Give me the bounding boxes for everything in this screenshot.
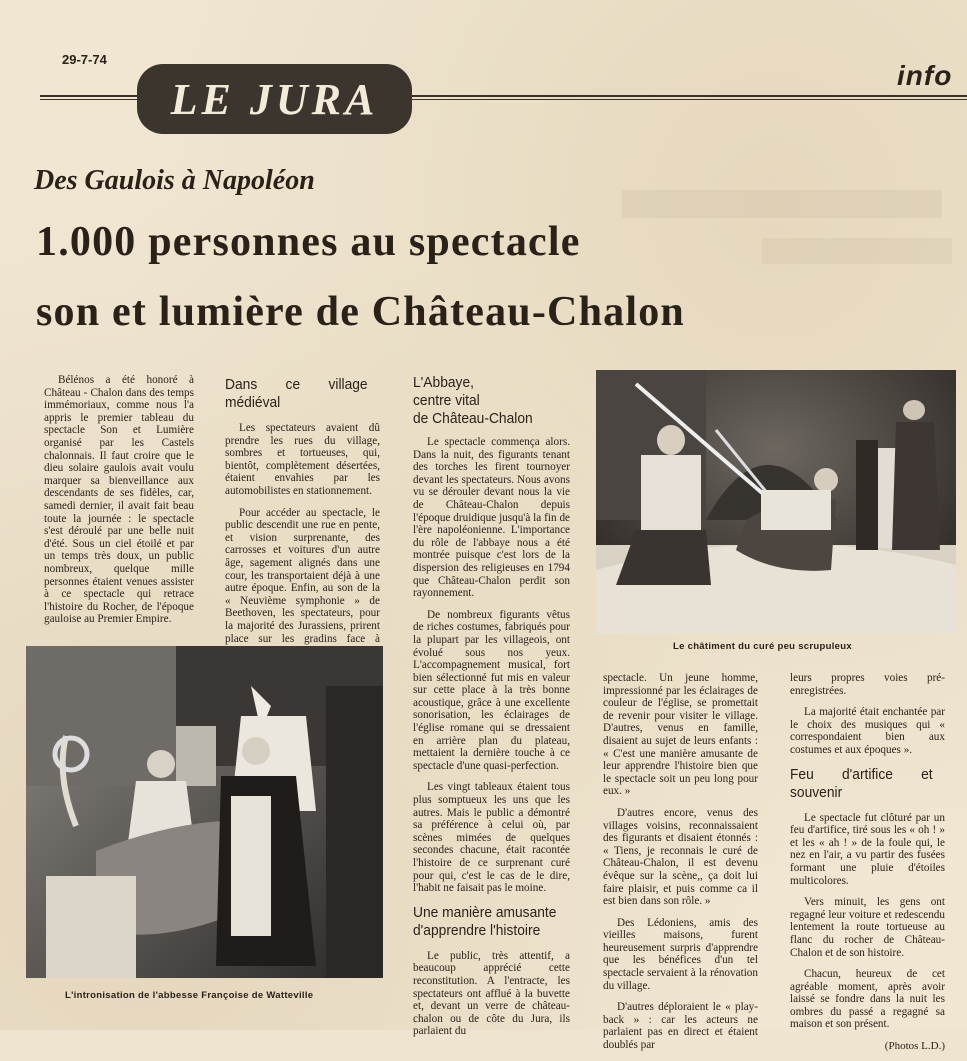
paragraph: Pour accéder au spectacle, le public descendit une rue en pente, et vision surprenante, des carrosses et voitures d'un autre âge, sagement alignés dans une cour, les transportaient déjà à une autre époque. Enfin, au son de la « Neuvième symphonie » de Beethoven, les spectateurs, pour la majorité des Jurassiens, prirent place sur les gradins face à [225,506,380,645]
issue-date: 29-7-74 [62,52,107,67]
paragraph: Les vingt tableaux étaient tous plus somptueux les uns que les autres. Mais le public a démontré sa préférence à celui où, par scènes mimées de quelques secondes chacune, était racontée l'histoire de ce surprenant curé pour qui, c'est le cas de le dire, l'habit ne faisait pas le moine. [413,781,570,895]
subheading: Feu d'artifice et souvenir [790,765,933,801]
photo-caption-2: L'intronisation de l'abbesse Françoise de Watteville [65,990,314,1001]
photo-punishment-scene [596,370,956,634]
subheading-line: d'apprendre l'histoire [413,921,541,939]
paragraph: Vers minuit, les gens ont regagné leur voiture et redescendu lentement la route tortueuse au flanc du rocher de Château-Chalon et de son histoire. [790,896,945,959]
photo-illustration [596,370,956,634]
paragraph: De nombreux figurants vêtus de riches costumes, fabriqués pour la plupart par les villageois, ont évolué sous nos yeux. L'accompagnement musical, fort bien sélectionné fut mis en valeur sur cette place à la très bonne acoustique, grâce à une excellente sonorisation, les éclairages de l'église romane qui se dressaient en arrière plan du plateau, mettaient la dernière touche à ce spectacle d'une quasi-perfection. [413,608,570,772]
photo-illustration [26,646,383,978]
paragraph: Le public, très attentif, a beaucoup apprécié cette reconstitution. A l'entracte, les spectateurs ont afflué à la buvette et, devant un verre de château-chalon ou de côte du Jura, ils parlaient du [413,949,570,1038]
paragraph: D'autres déploraient le « play-back » : car les acteurs ne parlaient pas en direct et étaient doublés par [603,1001,758,1052]
article-kicker: Des Gaulois à Napoléon [34,165,315,196]
paragraph: La majorité était enchantée par le choix des musiques qui « correspondaient bien aux costumes et aux époques ». [790,706,945,756]
subheading-line: de Château-Chalon [413,410,533,427]
headline-line-1: 1.000 personnes au spectacle [36,219,581,265]
paragraph: Bélénos a été honoré à Château - Chalon dans des temps immémoriaux, comme nous l'a appris le premier tableau du spectacle Son et Lumière organisé par les Castels chalonnais. Il faut croire que le dieu solaire gaulois avait voulu marquer sa bienveillance aux descendants de ses fidèles, car, samedi dernier, il avait fait beau toute la journée : le spectacle s'est déroulé par une belle nuit d'été. Sous un ciel étoilé et par un temps très doux, un public nombreux, quelque mille personnes étaient venues assister à ce spectacle qui retrace l'histoire du Rocher, de l'époque gauloise au Premier Empire. [44,374,194,626]
headline-line-2: son et lumière de Château-Chalon [36,289,685,335]
section-title: LE JURA [170,74,379,124]
article-column-2 [225,376,380,679]
subheading [413,374,557,428]
subheading-line: L'Abbaye, [413,374,474,391]
photo-caption-1: Le châtiment du curé peu scrupuleux [673,641,852,652]
photo-credit: (Photos L.D.) [884,1040,945,1053]
paragraph: leurs propres voies pré-enregistrées. [790,672,945,697]
article-column-4 [603,672,758,1061]
subheading-line: Une manière amusante [413,903,557,921]
bleed-through-texture [612,180,962,299]
photo-abbess-enthronement [26,646,383,978]
paragraph: spectacle. Un jeune homme, impressionné par les éclairages de couleur de l'église, se promettait de revenir pour visiter le village. D'autres, venus en famille, disaient au sujet de leurs enfants : « C'est une manière amusante de leur apprendre l'histoire bien que le spectacle soit un peu long pour eux. » [603,672,758,798]
corner-heading: info [897,60,953,91]
subheading [413,904,557,940]
article-column-3 [413,374,570,1047]
paragraph: Des Lédoniens, amis des vieilles maisons, furent heureusement surpris d'apprendre que les bénéfices d'un tel spectacle servaient à la rénovation du village. [603,916,758,992]
subheading-line: centre vital [413,392,480,409]
article-column-5 [790,672,945,1053]
paragraph: Les spectateurs avaient dû prendre les rues du village, sombres et tortueuses, qui, bientôt, complètement désertées, étaient envahies par les automobilistes en stationnement. [225,422,380,497]
subheading: Dans ce village médiéval [225,376,368,411]
article-column-1 [44,374,194,635]
paragraph: Le spectacle commença alors. Dans la nuit, des figurants tenant des torches les firent tournoyer devant les spectateurs. Nous avons vu se dérouler devant nous la vie de Château-Chalon depuis l'époque druidique jusqu'à la fin de l'ère napoléonienne. L'importance du rôle de l'abbaye nous a été montrée puisque c'est lors de la dispersion des religieuses en 1794 que Château-Chalon perdit son rayonnement. [413,436,570,600]
paragraph: Le spectacle fut clôturé par un feu d'artifice, tiré sous les « oh ! » et les « ah ! » de la foule qui, le nez en l'air, a vu partir des fusées formant une pluie d'étoiles multicolores. [790,811,945,887]
paragraph: Chacun, heureux de cet agréable moment, après avoir laissé se fondre dans la nuit les ombres du passé a regagné sa maison et son présent. [790,968,945,1031]
section-banner [137,64,412,134]
paragraph: D'autres encore, venus des villages voisins, reconnaissaient des figurants et disaient étonnés : « Tiens, je reconnais le curé de Château-Chalon, il est devenu évêque sur la scène,, ça doit lui faire plaisir, et puis comme ca il est bien dans son rôle. » [603,806,758,908]
bleed-through-shapes [612,180,962,290]
